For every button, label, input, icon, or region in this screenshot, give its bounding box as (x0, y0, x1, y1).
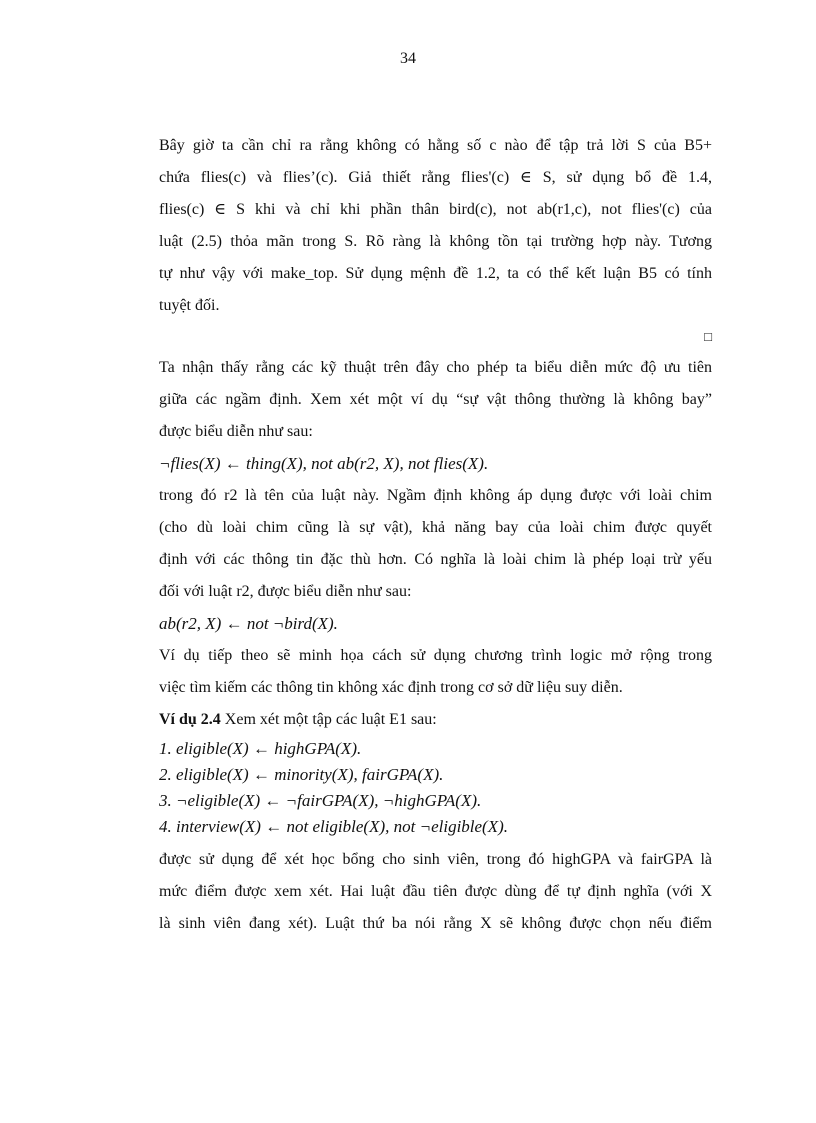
page-body (159, 130, 712, 940)
text-line: tuyệt đối. (159, 297, 220, 314)
text-line: luật (2.5) thỏa mãn trong S. Rõ ràng là không tồn tại trường hợp này. Tương (159, 233, 712, 250)
rules-list (159, 736, 712, 840)
rule-item: 3. ¬eligible(X) ← ¬fairGPA(X), ¬highGPA(X). (159, 791, 482, 810)
example-text: Xem xét một tập các luật E1 sau: (224, 711, 437, 728)
formula-flies: ¬flies(X) ← thing(X), not ab(r2, X), not flies(X). (159, 454, 489, 473)
rule-item: 4. interview(X) ← not eligible(X), not ¬eligible(X). (159, 817, 509, 836)
text-line: trong đó r2 là tên của luật này. Ngầm định không áp dụng được với loài chim (159, 487, 712, 504)
qed-symbol: □ (704, 329, 712, 344)
rule-item: 1. eligible(X) ← highGPA(X). (159, 739, 362, 758)
text-line: định với các thông tin đặc thù hơn. Có nghĩa là loài chim là phép loại trừ yếu (159, 551, 712, 568)
text-line: Ta nhận thấy rằng các kỹ thuật trên đây cho phép ta biểu diễn mức độ ưu tiên (159, 359, 712, 376)
text-line: flies(c) ∈ S khi và chỉ khi phần thân bird(c), not ab(r1,c), not flies'(c) của (159, 201, 712, 218)
paragraph-4 (159, 640, 712, 704)
text-line: chứa flies(c) và flies’(c). Giả thiết rằng flies'(c) ∈ S, sử dụng bổ đề 1.4, (159, 169, 712, 186)
text-line: là sinh viên đang xét). Luật thứ ba nói rằng X sẽ không được chọn nếu điểm (159, 915, 712, 932)
text-line: Ví dụ tiếp theo sẽ minh họa cách sử dụng chương trình logic mở rộng trong (159, 647, 712, 664)
text-line: đối với luật r2, được biểu diễn như sau: (159, 583, 412, 600)
text-line: (cho dù loài chim cũng là sự vật), khả năng bay của loài chim được quyết (159, 519, 712, 536)
text-line: giữa các ngầm định. Xem xét một ví dụ “sự vật thông thường là không bay” (159, 391, 712, 408)
text-line: Bây giờ ta cần chỉ ra rằng không có hằng số c nào để tập trả lời S của B5+ (159, 137, 712, 154)
paragraph-5 (159, 844, 712, 940)
example-heading (159, 704, 712, 736)
formula-ab: ab(r2, X) ← not ¬bird(X). (159, 614, 338, 633)
text-line: mức điểm được xem xét. Hai luật đầu tiên được dùng để tự định nghĩa (với X (159, 883, 712, 900)
paragraph-2 (159, 352, 712, 448)
page-number: 34 (400, 50, 416, 67)
text-line: tự như vậy với make_top. Sử dụng mệnh đề 1.2, ta có thể kết luận B5 có tính (159, 265, 712, 282)
text-line: việc tìm kiếm các thông tin không xác định trong cơ sở dữ liệu suy diễn. (159, 679, 623, 696)
paragraph-3 (159, 480, 712, 608)
text-line: được biểu diễn như sau: (159, 423, 313, 440)
rule-item: 2. eligible(X) ← minority(X), fairGPA(X). (159, 765, 444, 784)
example-label: Ví dụ 2.4 (159, 711, 221, 728)
paragraph-1 (159, 130, 712, 322)
text-line: được sử dụng để xét học bổng cho sinh viên, trong đó highGPA và fairGPA là (159, 851, 712, 868)
